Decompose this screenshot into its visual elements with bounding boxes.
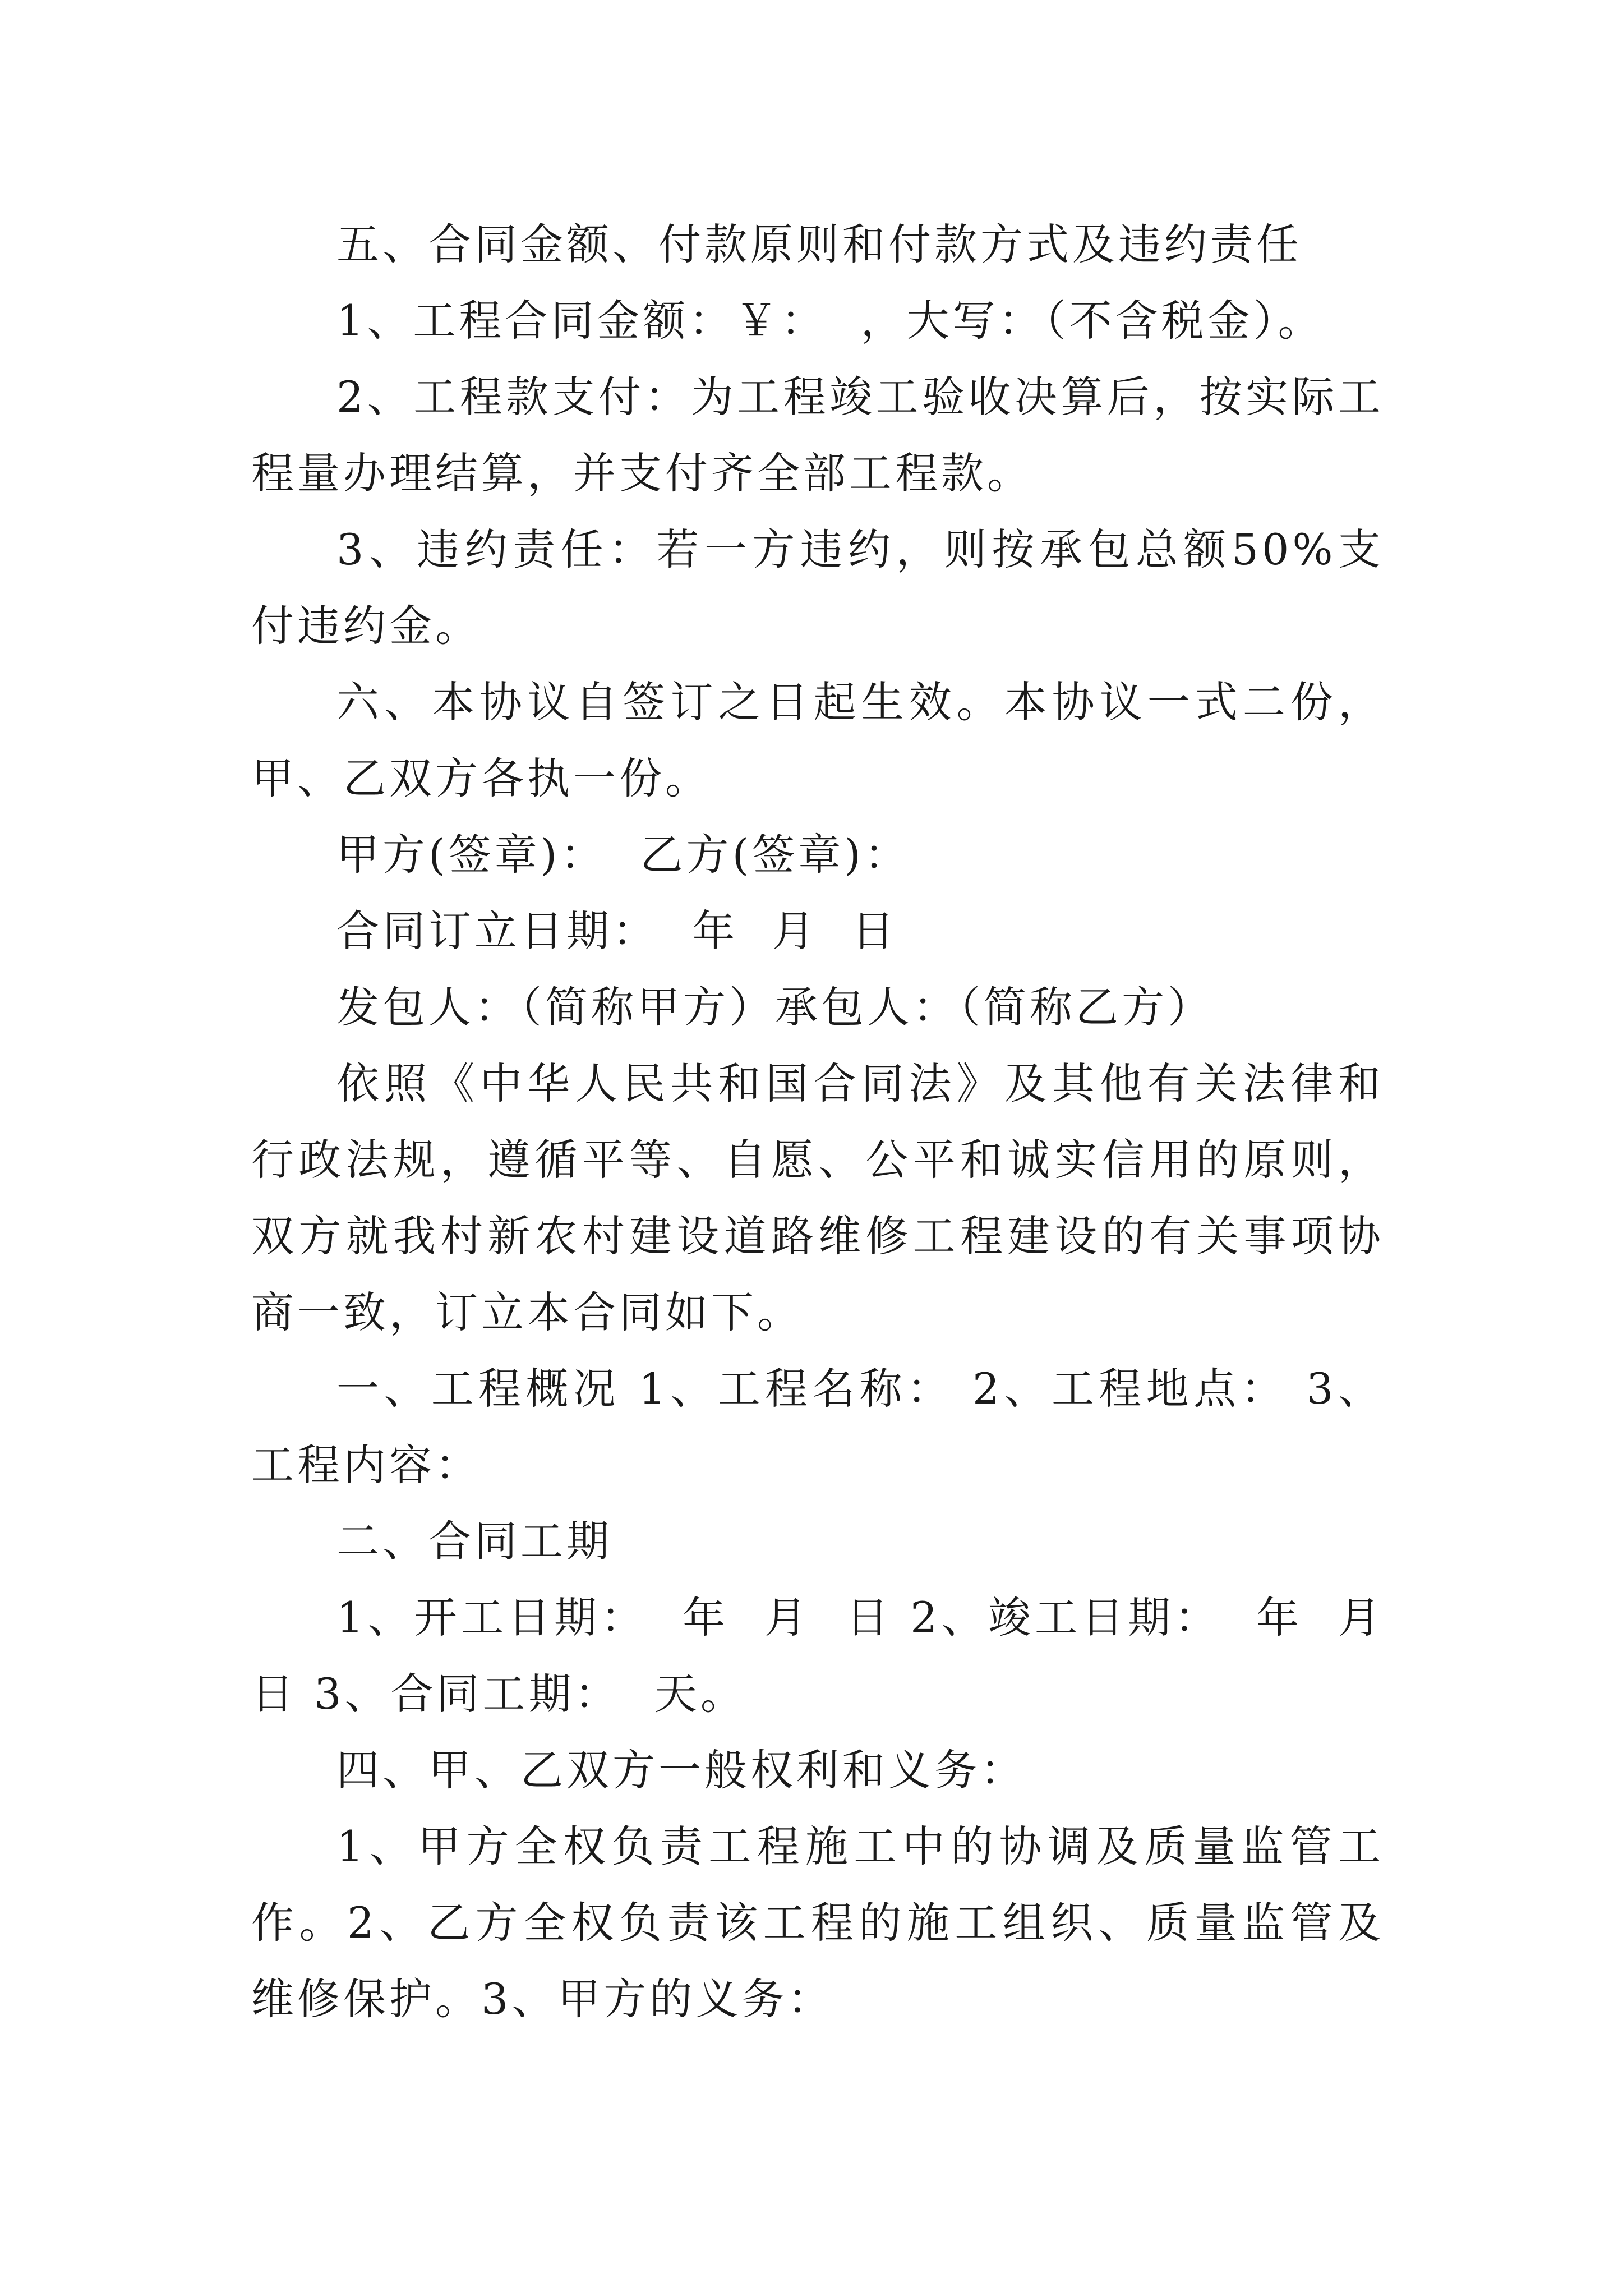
rights-obligations-clause: 1、甲方全权负责工程施工中的协调及质量监管工作。2、乙方全权负责该工程的施工组织、质量监管及维修保护。3、甲方的义务： xyxy=(251,1821,1384,2024)
payment-clause: 2、工程款支付：为工程竣工验收决算后，按实际工程量办理结算，并支付齐全部工程款。 xyxy=(251,372,1384,498)
schedule-clause: 1、开工日期： 年 月 日 2、竣工日期： 年 月 日 3、合同工期： 天。 xyxy=(251,1593,1418,1719)
section-five-heading: 五、合同金额、付款原则和付款方式及违约责任 xyxy=(336,219,1302,269)
signature-line: 甲方(签章)： 乙方(签章)： xyxy=(336,830,910,880)
section-one-overview: 一、工程概况 1、工程名称： 2、工程地点： 3、工程内容： xyxy=(251,1364,1384,1490)
breach-liability-clause: 3、违约责任：若一方违约，则按承包总额50%支付违约金。 xyxy=(251,524,1384,651)
preamble-paragraph: 依照《中华人民共和国合同法》及其他有关法律和行政法规，遵循平等、自愿、公平和诚实信用的原则，双方就我村新农村建设道路维修工程建设的有关事项协商一致，订立本合同如下。 xyxy=(251,1059,1384,1337)
section-two-heading: 二、合同工期 xyxy=(336,1516,612,1566)
contract-date-line: 合同订立日期： 年 月 日 xyxy=(336,906,898,956)
parties-line: 发包人：（简称甲方）承包人：（简称乙方） xyxy=(336,982,1214,1032)
section-four-heading: 四、甲、乙双方一般权利和义务： xyxy=(336,1745,1026,1795)
document-body xyxy=(251,206,1418,2037)
contract-amount-clause: 1、工程合同金额：￥： ，大写：（不含税金）。 xyxy=(336,296,1324,346)
section-six-effectiveness: 六、本协议自签订之日起生效。本协议一式二份，甲、乙双方各执一份。 xyxy=(251,677,1384,803)
